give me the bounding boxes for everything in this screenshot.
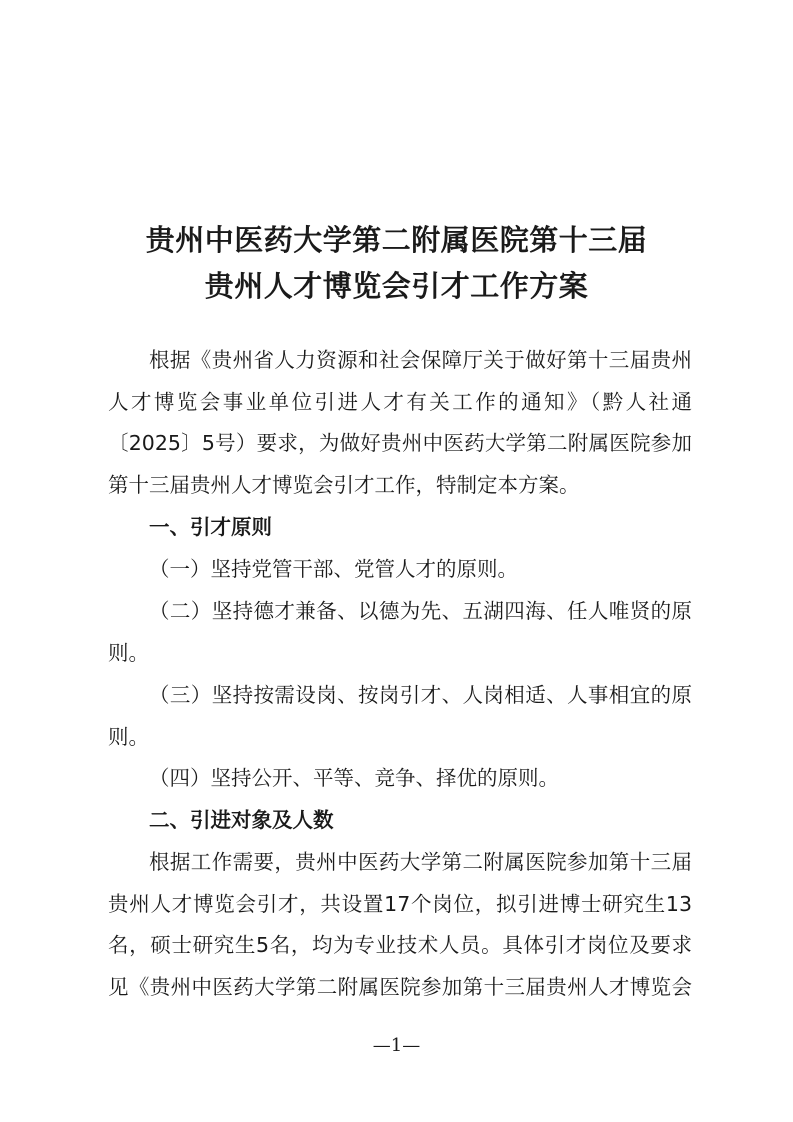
section-2-line-1: 根据工作需要，贵州中医药大学第二附属医院参加第十三届 [149, 850, 692, 874]
intro-line-4: 第十三届贵州人才博览会引才工作，特制定本方案。 [108, 473, 580, 498]
intro-line-3: 〔2025〕5号）要求，为做好贵州中医药大学第二附属医院参加 [108, 431, 692, 456]
principle-item-4: （四）坚持公开、平等、竞争、择优的原则。 [149, 766, 559, 790]
document-title-line-1: 贵州中医药大学第二附属医院第十三届 [145, 223, 648, 257]
intro-paragraph [108, 340, 692, 507]
principle-item-2-line-2: 则。 [108, 640, 149, 665]
principle-item-3-line-1: （三）坚持按需设岗、按岗引才、人岗相适、人事相宜的原 [149, 683, 692, 707]
intro-line-2: 人才博览会事业单位引进人才有关工作的通知》（黔人社通 [108, 389, 692, 414]
document-title-line-2: 贵州人才博览会引才工作方案 [204, 269, 589, 303]
principle-item-3-line-2: 则。 [108, 724, 149, 749]
principle-item-2-line-1: （二）坚持德才兼备、以德为先、五湖四海、任人唯贤的原 [149, 599, 692, 623]
section-2-line-2: 贵州人才博览会引才，共设置17个岗位，拟引进博士研究生13 [108, 891, 692, 916]
principle-item-1: （一）坚持党管干部、党管人才的原则。 [149, 557, 518, 581]
section-2-heading: 二、引进对象及人数 [149, 808, 334, 832]
principle-item-2 [108, 591, 692, 674]
section-2-line-3: 名，硕士研究生5名，均为专业技术人员。具体引才岗位及要求 [108, 933, 692, 958]
intro-line-1: 根据《贵州省人力资源和社会保障厅关于做好第十三届贵州 [149, 348, 692, 372]
section-1-heading: 一、引才原则 [149, 515, 272, 539]
principle-item-3 [108, 675, 692, 758]
section-2-paragraph [108, 842, 692, 1009]
page-number: —1— [372, 1035, 421, 1056]
section-2-line-4: 见《贵州中医药大学第二附属医院参加第十三届贵州人才博览会 [108, 975, 692, 1000]
